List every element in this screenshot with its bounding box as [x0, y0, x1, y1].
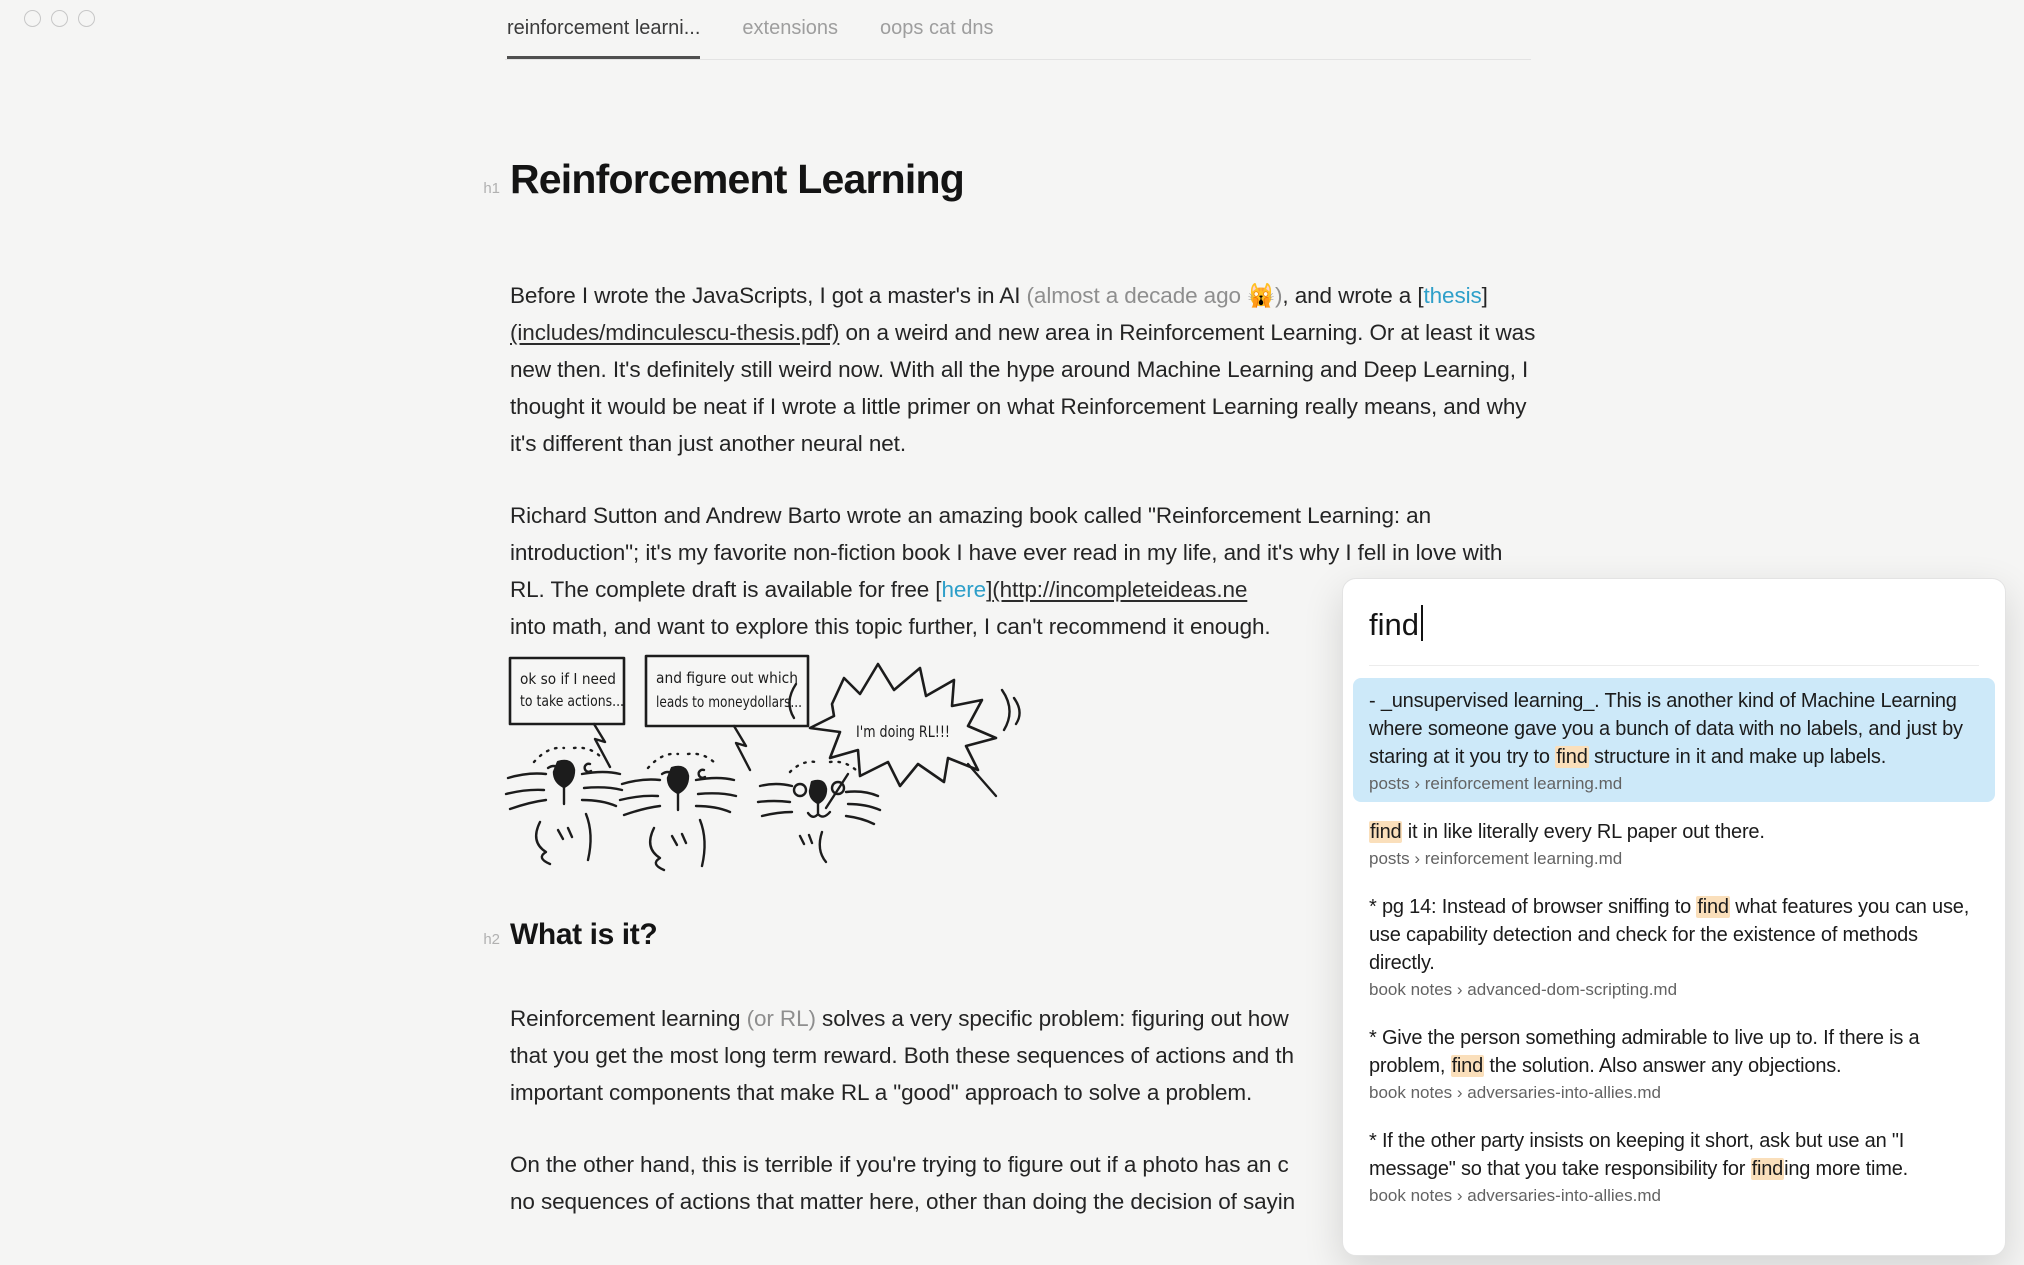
text-run: , and wrote a [ [1282, 282, 1424, 308]
incompleteideas-link[interactable]: (http://incompleteideas.ne [992, 576, 1248, 602]
document-title-row [462, 156, 964, 203]
search-result-item[interactable] [1353, 1015, 1995, 1111]
speech-bubble-2-tail [734, 726, 750, 770]
window-controls [24, 10, 95, 27]
minimize-button-icon[interactable] [51, 10, 68, 27]
result-file-path: book notes › adversaries-into-allies.md [1369, 1083, 1661, 1102]
cat-drawing-2 [620, 754, 736, 870]
burst-spike [826, 774, 848, 808]
text-caret [1421, 605, 1423, 641]
text-run: ] [1481, 282, 1488, 308]
text-run: that you get the most long term reward. Both these sequences of actions and th [510, 1043, 1294, 1068]
cat-comic-drawing [496, 646, 1216, 898]
zoom-button-icon[interactable] [78, 10, 95, 27]
match-highlight: find [1451, 1055, 1484, 1077]
section-title-row [462, 918, 657, 952]
muted-text: (or RL) [746, 1006, 816, 1031]
h2-marker: h2 [483, 931, 500, 948]
match-highlight: find [1370, 821, 1402, 843]
speech-bubble-1-tail [594, 724, 610, 767]
speech-bubble-1 [510, 658, 624, 724]
match-highlight: find [1697, 896, 1729, 918]
text-run: no sequences of actions that matter here, other than doing the decision of sayin [510, 1189, 1296, 1214]
result-snippet: find it in like literally every RL paper out there. [1370, 821, 1765, 843]
text-run: Reinforcement learning [510, 1006, 747, 1031]
cat-comic-image [496, 646, 1216, 898]
thesis-link[interactable]: thesis [1423, 282, 1482, 308]
text-run: on a weird and new area in Reinforcement Learning. Or at least it was new then. It's definitely still weird now. With all the hype around Machine Learning and Deep Learning, I thought it would be neat if I wrote a little primer on what Reinforcement Learning really means, and why it's different than just another neural net. [510, 319, 1536, 456]
thesis-pdf-link[interactable]: (includes/mdinculescu-thesis.pdf) [510, 319, 840, 345]
text-run: into math, and want to explore this topic further, I can't recommend it enough. [510, 613, 1271, 639]
quick-find-panel [1342, 578, 2006, 1256]
search-results-list [1343, 666, 2005, 1214]
result-file-path: book notes › adversaries-into-allies.md [1369, 1186, 1661, 1205]
bubble-2-text-line-2: leads to moneydollars... [656, 693, 802, 711]
text-run: ] [986, 576, 993, 602]
match-highlight: find [1556, 746, 1588, 768]
tab-oops-cat-dns[interactable]: oops cat dns [880, 17, 994, 39]
speech-bubble-2 [646, 656, 808, 726]
bubble-3-text: I'm doing RL!!! [856, 722, 950, 741]
search-result-item[interactable] [1353, 884, 1995, 1008]
search-result-item[interactable] [1353, 678, 1995, 802]
text-run: important components that make RL a "good" approach to solve a problem. [510, 1080, 1253, 1105]
result-snippet: * Give the person something admirable to live up to. If there is a problem, find the solution. Also answer any objections. [1369, 1027, 1920, 1077]
cat-drawing-1 [506, 748, 622, 864]
paragraph-intro [510, 277, 1542, 462]
tab-extensions[interactable]: extensions [742, 17, 839, 39]
cat-drawing-3 [758, 762, 880, 862]
find-input-row[interactable] [1343, 579, 2005, 665]
text-run: On the other hand, this is terrible if you're trying to figure out if a photo has an c [510, 1152, 1289, 1177]
text-run: solves a very specific problem: figuring out how [815, 1006, 1289, 1031]
section-title: What is it? [510, 918, 658, 951]
h1-marker: h1 [483, 180, 500, 197]
result-file-path: posts › reinforcement learning.md [1369, 849, 1623, 868]
result-snippet: * If the other party insists on keeping it short, ask but use an "I message" so that you take responsibility for finding more time. [1369, 1130, 1909, 1180]
result-snippet: * pg 14: Instead of browser sniffing to find what features you can use, use capability detection and check for the existence of methods directly. [1369, 896, 1970, 974]
tab-reinforcement-learning[interactable]: reinforcement learni... [507, 16, 700, 59]
find-input[interactable]: find [1369, 607, 1419, 642]
close-button-icon[interactable] [24, 10, 41, 27]
result-file-path: posts › reinforcement learning.md [1369, 774, 1623, 793]
bubble-1-text-line-2: to take actions... [520, 692, 624, 710]
bubble-2-text-line-1: and figure out which [656, 669, 798, 687]
result-file-path: book notes › advanced-dom-scripting.md [1369, 980, 1678, 999]
burst-accent [1014, 698, 1020, 724]
match-highlight: find [1751, 1158, 1784, 1180]
burst-accent [1002, 690, 1010, 730]
burst-spike [968, 764, 996, 796]
search-result-item[interactable] [1353, 809, 1995, 877]
text-run: Before I wrote the JavaScripts, I got a master's in AI [510, 282, 1027, 308]
text-run: Richard Sutton and Andrew Barto wrote an amazing book called "Reinforcement Learning: an introduction"; it's my favorite non-fiction book I have ever read in my life, and it's why I fell in love with RL. The complete draft is available for free [ [510, 502, 1503, 602]
result-snippet: - _unsupervised learning_. This is another kind of Machine Learning where someone gave you a bunch of data with no labels, and just by staring at it you try to find structure in it and make up labels. [1369, 690, 1963, 768]
bubble-1-text-line-1: ok so if I need [520, 670, 616, 688]
page-title: Reinforcement Learning [510, 156, 964, 202]
search-result-item[interactable] [1353, 1118, 1995, 1214]
here-link[interactable]: here [941, 576, 987, 602]
muted-text: (almost a decade ago 🙀) [1026, 282, 1283, 308]
